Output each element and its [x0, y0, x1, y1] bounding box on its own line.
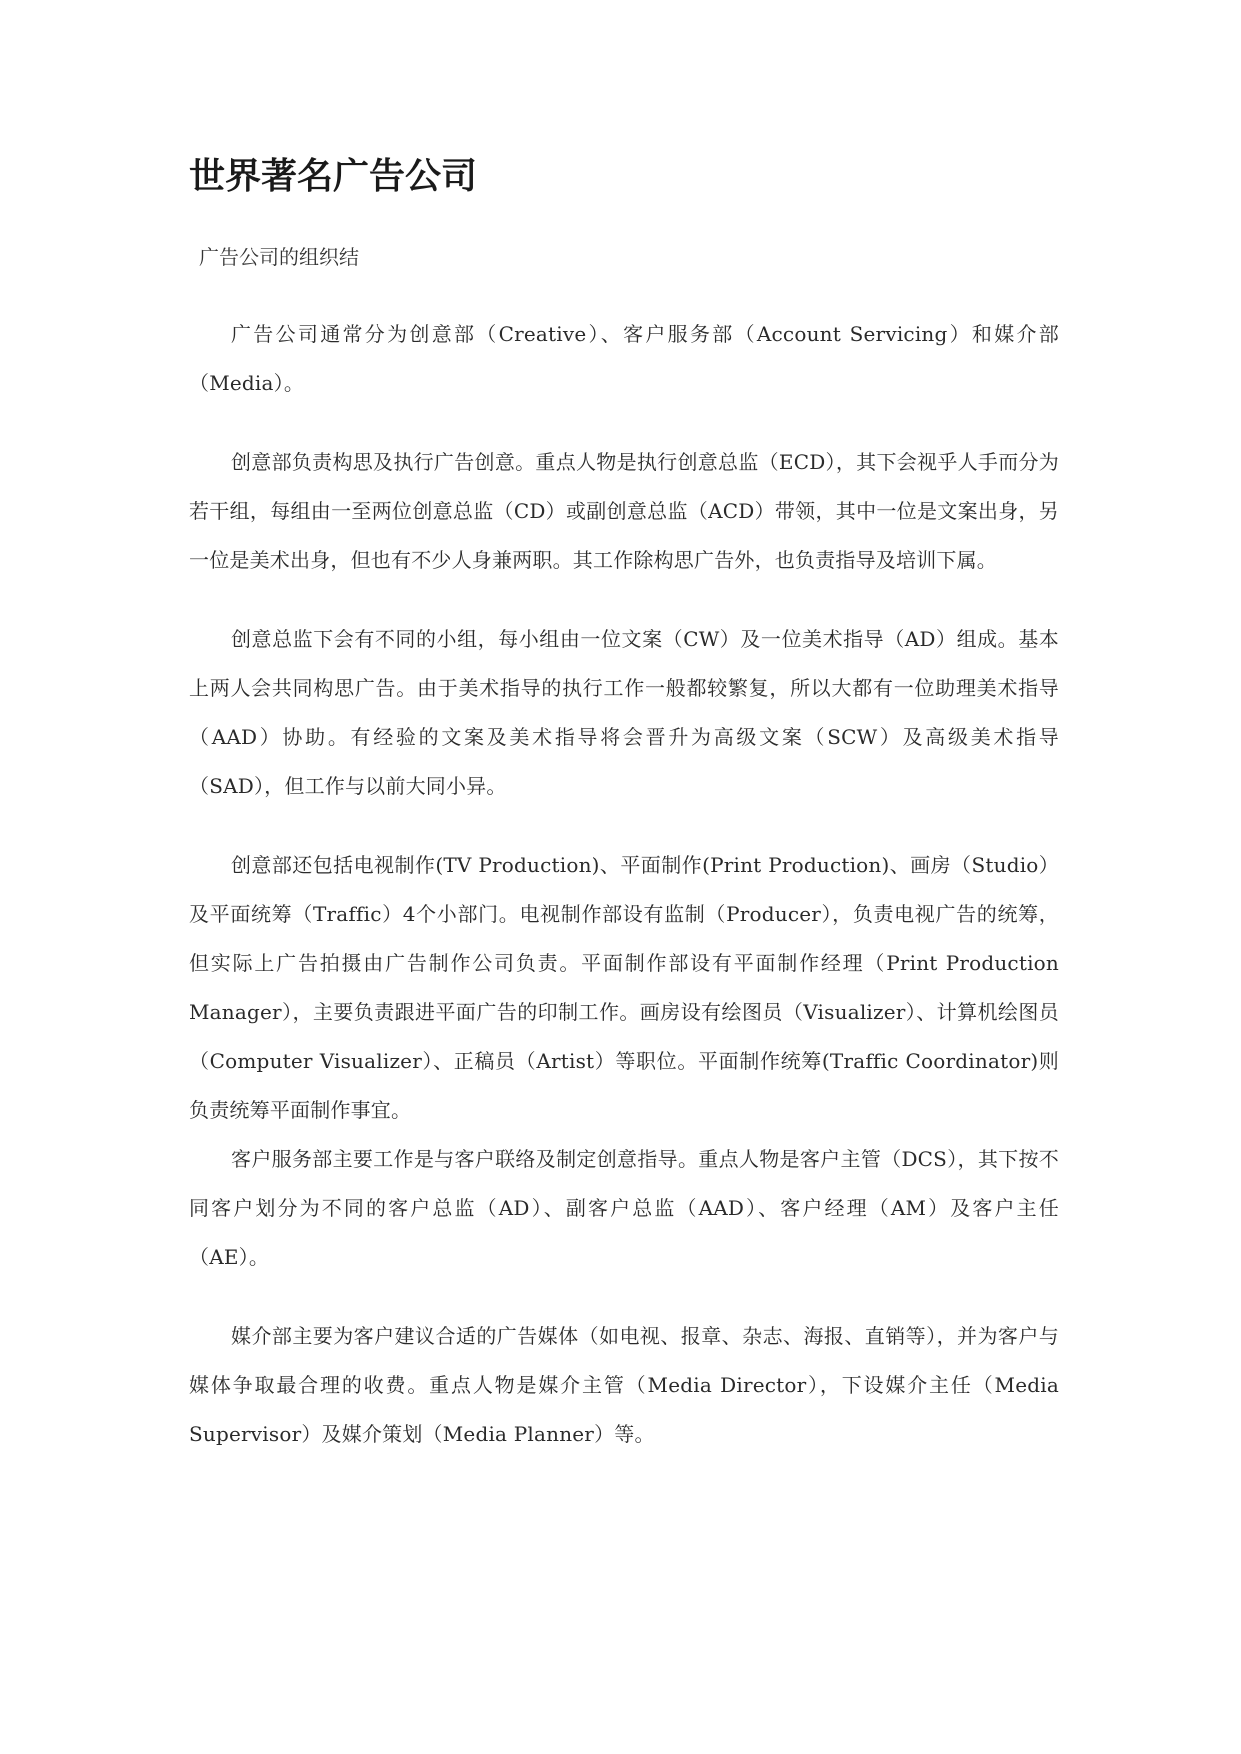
paragraph-media-department: 媒介部主要为客户建议合适的广告媒体（如电视、报章、杂志、海报、直销等），并为客户与媒体争取最合理的收费。重点人物是媒介主管（Media Director），下设媒介主任（Media Supervisor）及媒介策划（Media Planner）等。 [189, 1324, 1059, 1446]
document-page [189, 150, 1059, 1489]
paragraph-creative-department: 创意部负责构思及执行广告创意。重点人物是执行创意总监（ECD），其下会视乎人手而分为若干组，每组由一至两位创意总监（CD）或副创意总监（ACD）带领，其中一位是文案出身，另一位是美术出身，但也有不少人身兼两职。其工作除构思广告外，也负责指导及培训下属。 [189, 450, 1059, 572]
paragraph-creative-subdepartments: 创意部还包括电视制作(TV Production)、平面制作(Print Production)、画房（Studio）及平面统筹（Traffic）4个小部门。电视制作部设有监制（Producer），负责电视广告的统筹，但实际上广告拍摄由广告制作公司负责。平面制作部设有平面制作经理（Print Production Manager），主要负责跟进平面广告的印制工作。画房设有绘图员（Visualizer）、计算机绘图员（Computer Visualizer）、正稿员（Artist）等职位。平面制作统筹(Traffic Coordinator)则负责统筹平面制作事宜。 [189, 853, 1059, 1122]
document-title: 世界著名广告公司 [189, 155, 478, 197]
document-subtitle: 广告公司的组织结 [199, 245, 359, 269]
paragraph-departments: 广告公司通常分为创意部（Creative）、客户服务部（Account Servicing）和媒介部（Media）。 [189, 322, 1059, 395]
paragraph-creative-teams: 创意总监下会有不同的小组，每小组由一位文案（CW）及一位美术指导（AD）组成。基本上两人会共同构思广告。由于美术指导的执行工作一般都较繁复，所以大都有一位助理美术指导（AAD）协助。有经验的文案及美术指导将会晋升为高级文案（SCW）及高级美术指导（SAD），但工作与以前大同小异。 [189, 627, 1059, 798]
paragraph-account-servicing: 客户服务部主要工作是与客户联络及制定创意指导。重点人物是客户主管（DCS），其下按不同客户划分为不同的客户总监（AD）、副客户总监（AAD）、客户经理（AM）及客户主任（AE）。 [189, 1147, 1059, 1269]
